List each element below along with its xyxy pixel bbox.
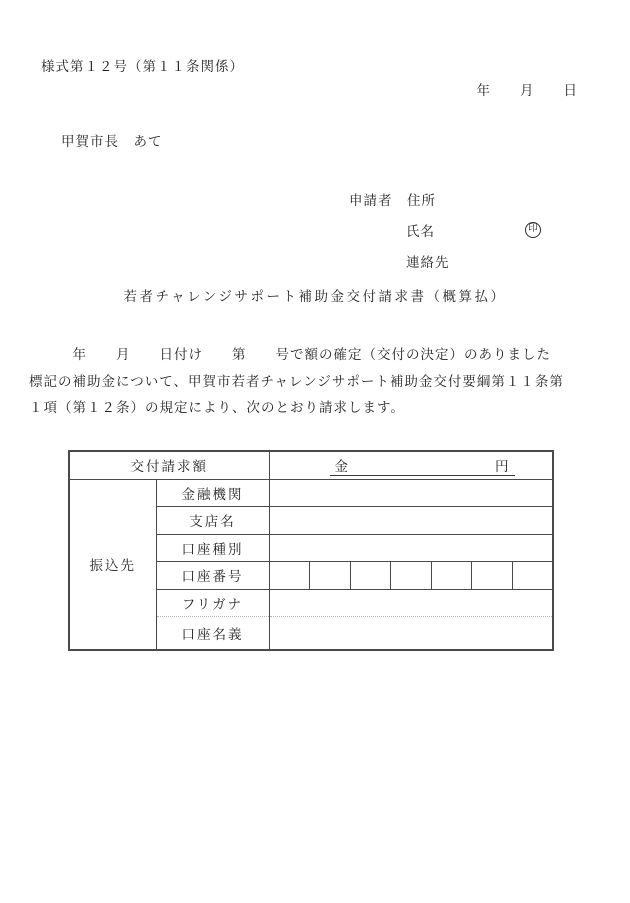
- payment-request-table: [68, 450, 554, 651]
- body-line-1: 年 月 日付け 第 号で額の確定（交付の決定）のありました: [29, 347, 551, 362]
- applicant-name-label: 氏名: [406, 224, 435, 239]
- value-cell-account-type: [269, 534, 553, 561]
- row-label-branch-name: 支店名: [156, 506, 269, 534]
- value-cell-branch-name: [269, 506, 553, 534]
- row-label-account-holder: 口座名義: [156, 616, 269, 650]
- bank-transfer-label: 振込先: [69, 479, 156, 650]
- value-cell-account-number: [269, 561, 553, 589]
- amount-prefix: 金: [334, 459, 349, 475]
- row-label-financial-institution: 金融機関: [156, 479, 269, 506]
- addressee-line: 甲賀市長 あて: [61, 134, 163, 149]
- amount-suffix: 円: [495, 459, 510, 475]
- value-cell-furigana: [269, 589, 553, 616]
- row-label-account-number: 口座番号: [156, 561, 269, 589]
- document-title: 若者チャレンジサポート補助金交付請求書（概算払）: [123, 289, 507, 304]
- form-number: 様式第１２号（第１１条関係）: [41, 59, 244, 74]
- applicant-address-line: 申請者 住所: [349, 193, 436, 208]
- amount-value-cell: [269, 451, 553, 479]
- amount-underline: [330, 456, 515, 476]
- date-line: 年 月 日: [476, 83, 578, 98]
- applicant-contact-label: 連絡先: [406, 255, 450, 270]
- row-label-account-type: 口座種別: [156, 534, 269, 561]
- row-label-furigana: フリガナ: [156, 589, 269, 616]
- body-paragraph: [29, 342, 604, 422]
- seal-mark-icon: 印: [525, 222, 541, 238]
- account-number-boxes: [270, 562, 553, 589]
- body-line-2: 標記の補助金について、甲賀市若者チャレンジサポート補助金交付要綱第１１条第: [29, 373, 564, 389]
- value-cell-financial-institution: [269, 479, 553, 506]
- value-cell-account-holder: [269, 616, 553, 650]
- amount-label-cell: 交付請求額: [69, 451, 269, 479]
- applicant-block: [349, 185, 538, 278]
- body-line-3: １項（第１２条）の規定により、次のとおり請求します。: [29, 400, 405, 415]
